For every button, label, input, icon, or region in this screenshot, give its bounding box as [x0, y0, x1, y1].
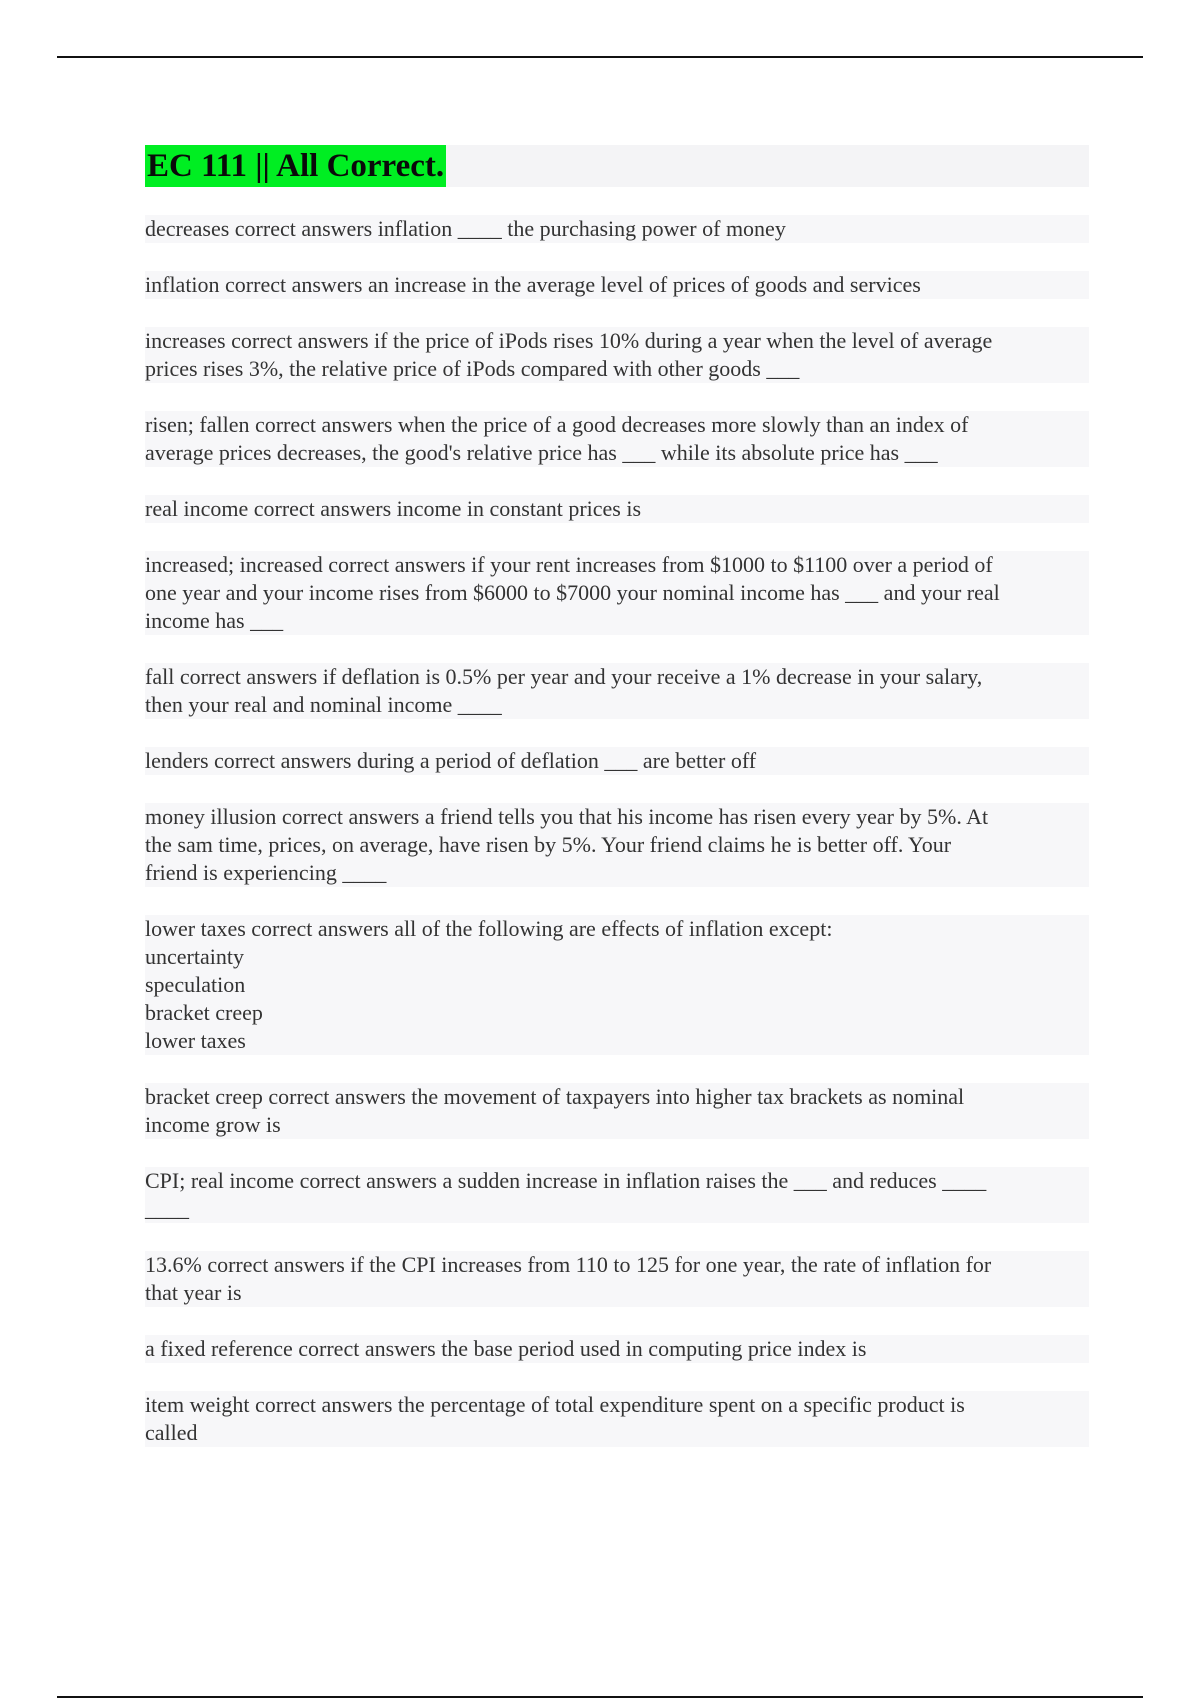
qa-line: speculation	[145, 972, 246, 997]
qa-item	[145, 803, 1089, 887]
qa-item	[145, 327, 1089, 383]
qa-line: average prices decreases, the good's relative price has ___ while its absolute price has ___	[145, 440, 938, 465]
qa-line: decreases correct answers inflation ____ the purchasing power of money	[145, 216, 786, 241]
header-rule	[57, 56, 1143, 58]
document-title: EC 111 || All Correct.	[145, 145, 446, 187]
qa-line: risen; fallen correct answers when the price of a good decreases more slowly than an index of	[145, 412, 969, 437]
qa-list	[145, 215, 1089, 1447]
qa-line: uncertainty	[145, 944, 244, 969]
qa-line: lower taxes correct answers all of the following are effects of inflation except:	[145, 916, 833, 941]
qa-item	[145, 271, 1089, 299]
qa-line: called	[145, 1420, 198, 1445]
qa-item	[145, 1083, 1089, 1139]
qa-line: real income correct answers income in constant prices is	[145, 496, 642, 521]
qa-item	[145, 495, 1089, 523]
qa-item	[145, 747, 1089, 775]
qa-line: bracket creep correct answers the movement of taxpayers into higher tax brackets as nominal	[145, 1084, 965, 1109]
qa-line: friend is experiencing ____	[145, 860, 387, 885]
qa-line: income grow is	[145, 1112, 281, 1137]
qa-line: then your real and nominal income ____	[145, 692, 502, 717]
qa-line: bracket creep	[145, 1000, 263, 1025]
qa-item	[145, 663, 1089, 719]
qa-item	[145, 411, 1089, 467]
qa-line: increases correct answers if the price of iPods rises 10% during a year when the level of average	[145, 328, 993, 353]
qa-line: inflation correct answers an increase in the average level of prices of goods and services	[145, 272, 921, 297]
qa-line: 13.6% correct answers if the CPI increases from 110 to 125 for one year, the rate of inflation for	[145, 1252, 992, 1277]
qa-item	[145, 215, 1089, 243]
qa-item	[145, 1167, 1089, 1223]
qa-line: increased; increased correct answers if your rent increases from $1000 to $1100 over a period of	[145, 552, 993, 577]
qa-item	[145, 1391, 1089, 1447]
qa-line: one year and your income rises from $6000 to $7000 your nominal income has ___ and your real	[145, 580, 1000, 605]
qa-line: item weight correct answers the percentage of total expenditure spent on a specific product is	[145, 1392, 965, 1417]
footer-rule	[57, 1696, 1143, 1698]
qa-line: CPI; real income correct answers a sudden increase in inflation raises the ___ and reduces ____	[145, 1168, 987, 1193]
qa-line: that year is	[145, 1280, 242, 1305]
qa-line: ____	[145, 1196, 189, 1221]
document-body	[145, 145, 1089, 1475]
qa-item	[145, 551, 1089, 635]
qa-item	[145, 915, 1089, 1055]
qa-line: lenders correct answers during a period of deflation ___ are better off	[145, 748, 757, 773]
qa-line: money illusion correct answers a friend tells you that his income has risen every year by 5%. At	[145, 804, 989, 829]
qa-item	[145, 1335, 1089, 1363]
qa-line: fall correct answers if deflation is 0.5% per year and your receive a 1% decrease in your salary,	[145, 664, 983, 689]
qa-line: the sam time, prices, on average, have risen by 5%. Your friend claims he is better off. Your	[145, 832, 952, 857]
qa-line: prices rises 3%, the relative price of iPods compared with other goods ___	[145, 356, 800, 381]
qa-line: lower taxes	[145, 1028, 246, 1053]
qa-item	[145, 1251, 1089, 1307]
title-band	[145, 145, 1089, 187]
qa-line: a fixed reference correct answers the base period used in computing price index is	[145, 1336, 867, 1361]
qa-line: income has ___	[145, 608, 284, 633]
